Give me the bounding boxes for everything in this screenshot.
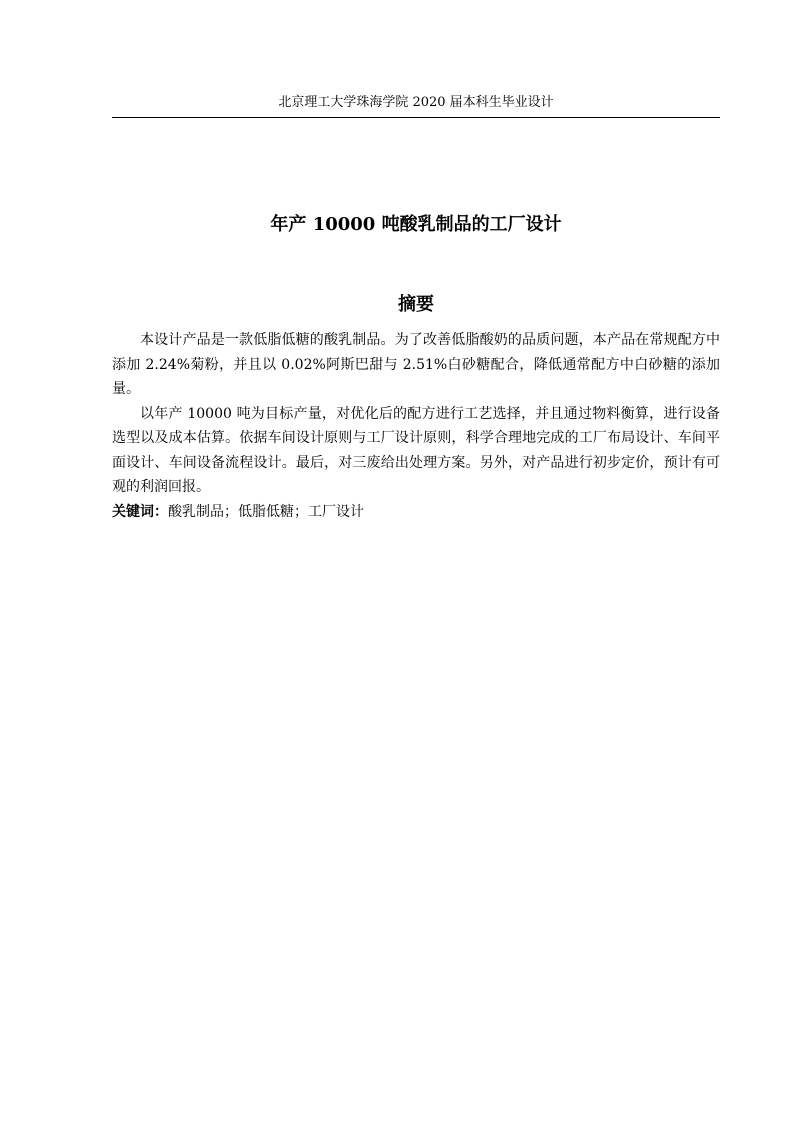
keywords-line [112, 500, 720, 525]
thesis-title: 年产 10000 吨酸乳制品的工厂设计 [270, 214, 562, 235]
abstract-paragraph-2: 以年产 10000 吨为目标产量，对优化后的配方进行工艺选择，并且通过物料衡算，进行设备选型以及成本估算。依据车间设计原则与工厂设计原则，科学合理地完成的工厂布局设计、车间平面设计、车间设备流程设计。最后，对三废给出处理方案。另外，对产品进行初步定价，预计有可观的利润回报。 [112, 405, 720, 495]
keywords-label: 关键词： [112, 503, 168, 520]
abstract-paragraph-1: 本设计产品是一款低脂低糖的酸乳制品。为了改善低脂酸奶的品质问题，本产品在常规配方中添加 2.24%菊粉，并且以 0.02%阿斯巴甜与 2.51%白砂糖配合，降低通常配方中白砂糖的添加量。 [112, 332, 720, 397]
header-divider [112, 117, 720, 118]
running-header: 北京理工大学珠海学院 2020 届本科生毕业设计 [278, 95, 554, 110]
abstract-heading: 摘要 [398, 294, 434, 315]
keywords-text: 酸乳制品；低脂低糖；工厂设计 [168, 503, 364, 520]
abstract-body [112, 328, 720, 524]
